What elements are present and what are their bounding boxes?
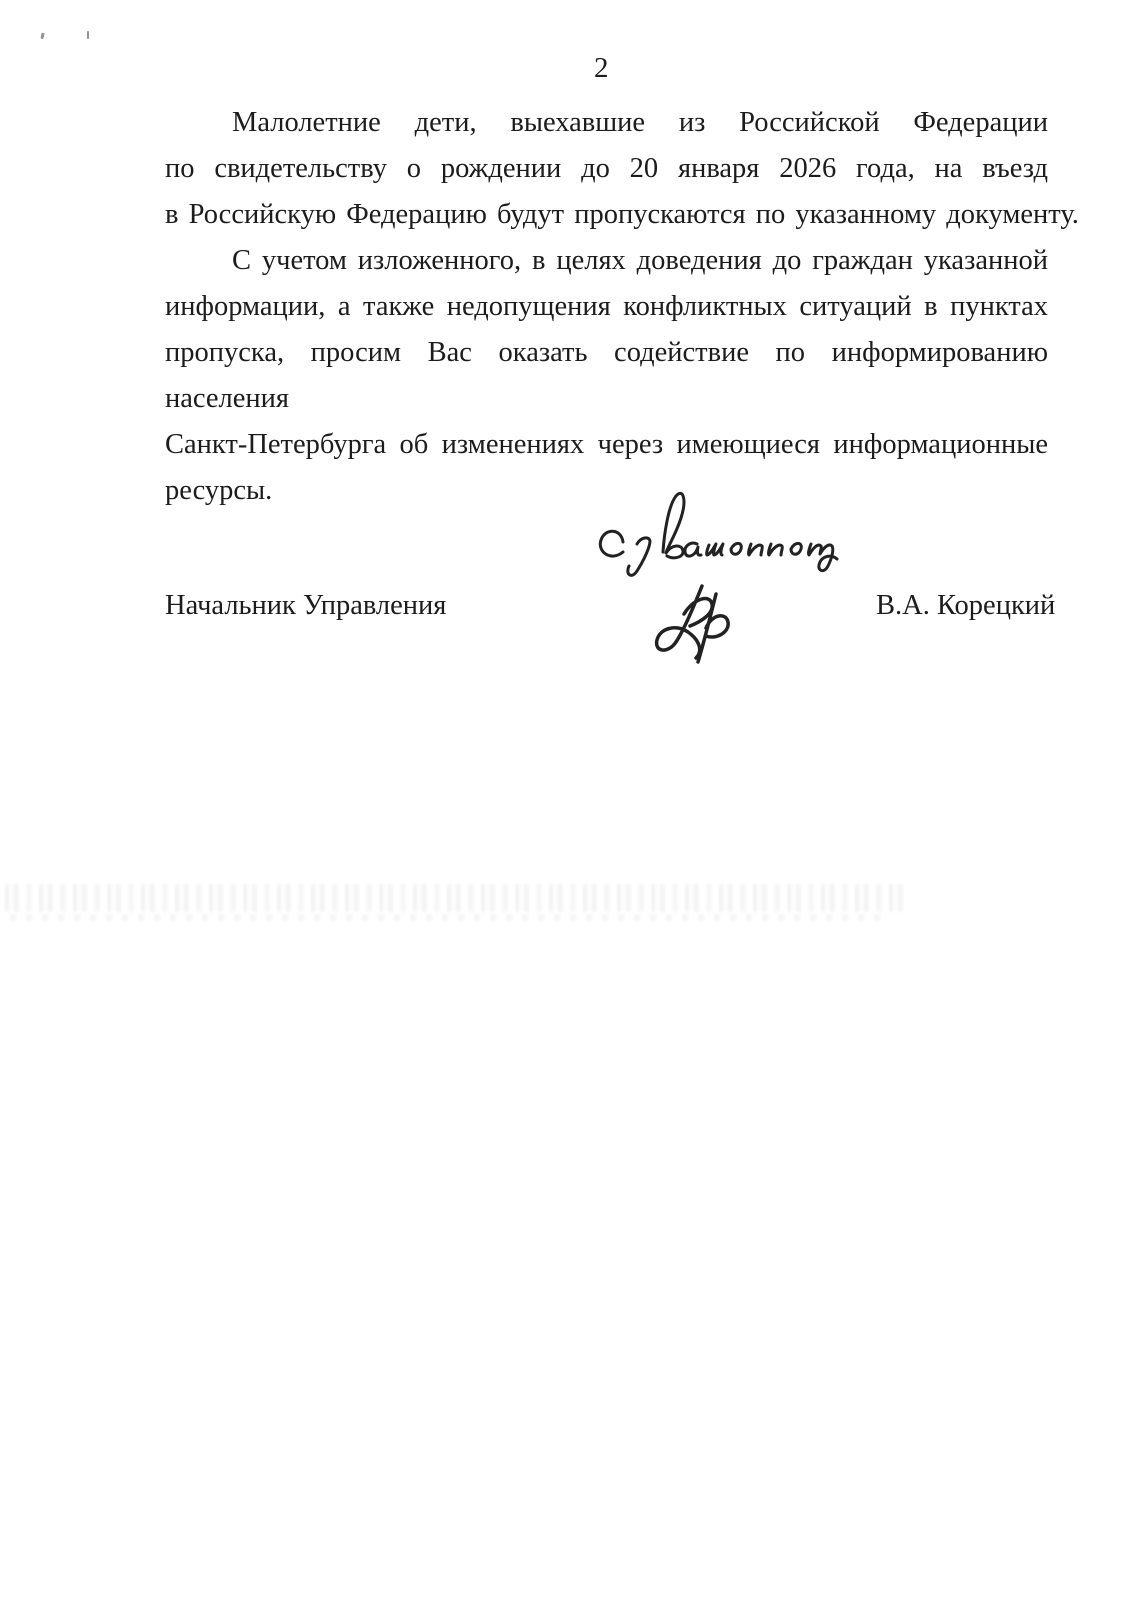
paragraph1-line: Малолетние дети, выехавшие из Российской Федерации bbox=[232, 107, 1048, 138]
faded-scan-artifact bbox=[5, 884, 905, 912]
handwritten-greeting bbox=[583, 486, 879, 582]
letter-body bbox=[165, 100, 1079, 514]
page-number: 2 bbox=[594, 52, 609, 84]
paragraph1-line: в Российскую Федерацию будут пропускаются по указанному документу. bbox=[165, 199, 1079, 230]
paragraph2-line: пропуска, просим Вас оказать содействие по информированию населения bbox=[165, 337, 1048, 414]
paragraph2-line: С учетом изложенного, в целях доведения до граждан указанной bbox=[232, 245, 1048, 276]
signer-position-title: Начальник Управления bbox=[165, 590, 447, 621]
signer-name: В.А. Корецкий bbox=[876, 590, 1056, 621]
scan-speck bbox=[87, 31, 89, 39]
paragraph2-line: информации, а также недопущения конфликтных ситуаций в пунктах bbox=[165, 291, 1048, 322]
faded-scan-artifact bbox=[10, 914, 890, 921]
scan-speck bbox=[40, 33, 44, 39]
paragraph1-line: по свидетельству о рождении до 20 января 2026 года, на въезд bbox=[165, 153, 1048, 184]
signature-monogram bbox=[646, 580, 750, 668]
paragraph2-line: Санкт-Петербурга об изменениях через имеющиеся информационные bbox=[165, 429, 1048, 460]
paragraph2-line: ресурсы. bbox=[165, 475, 273, 506]
